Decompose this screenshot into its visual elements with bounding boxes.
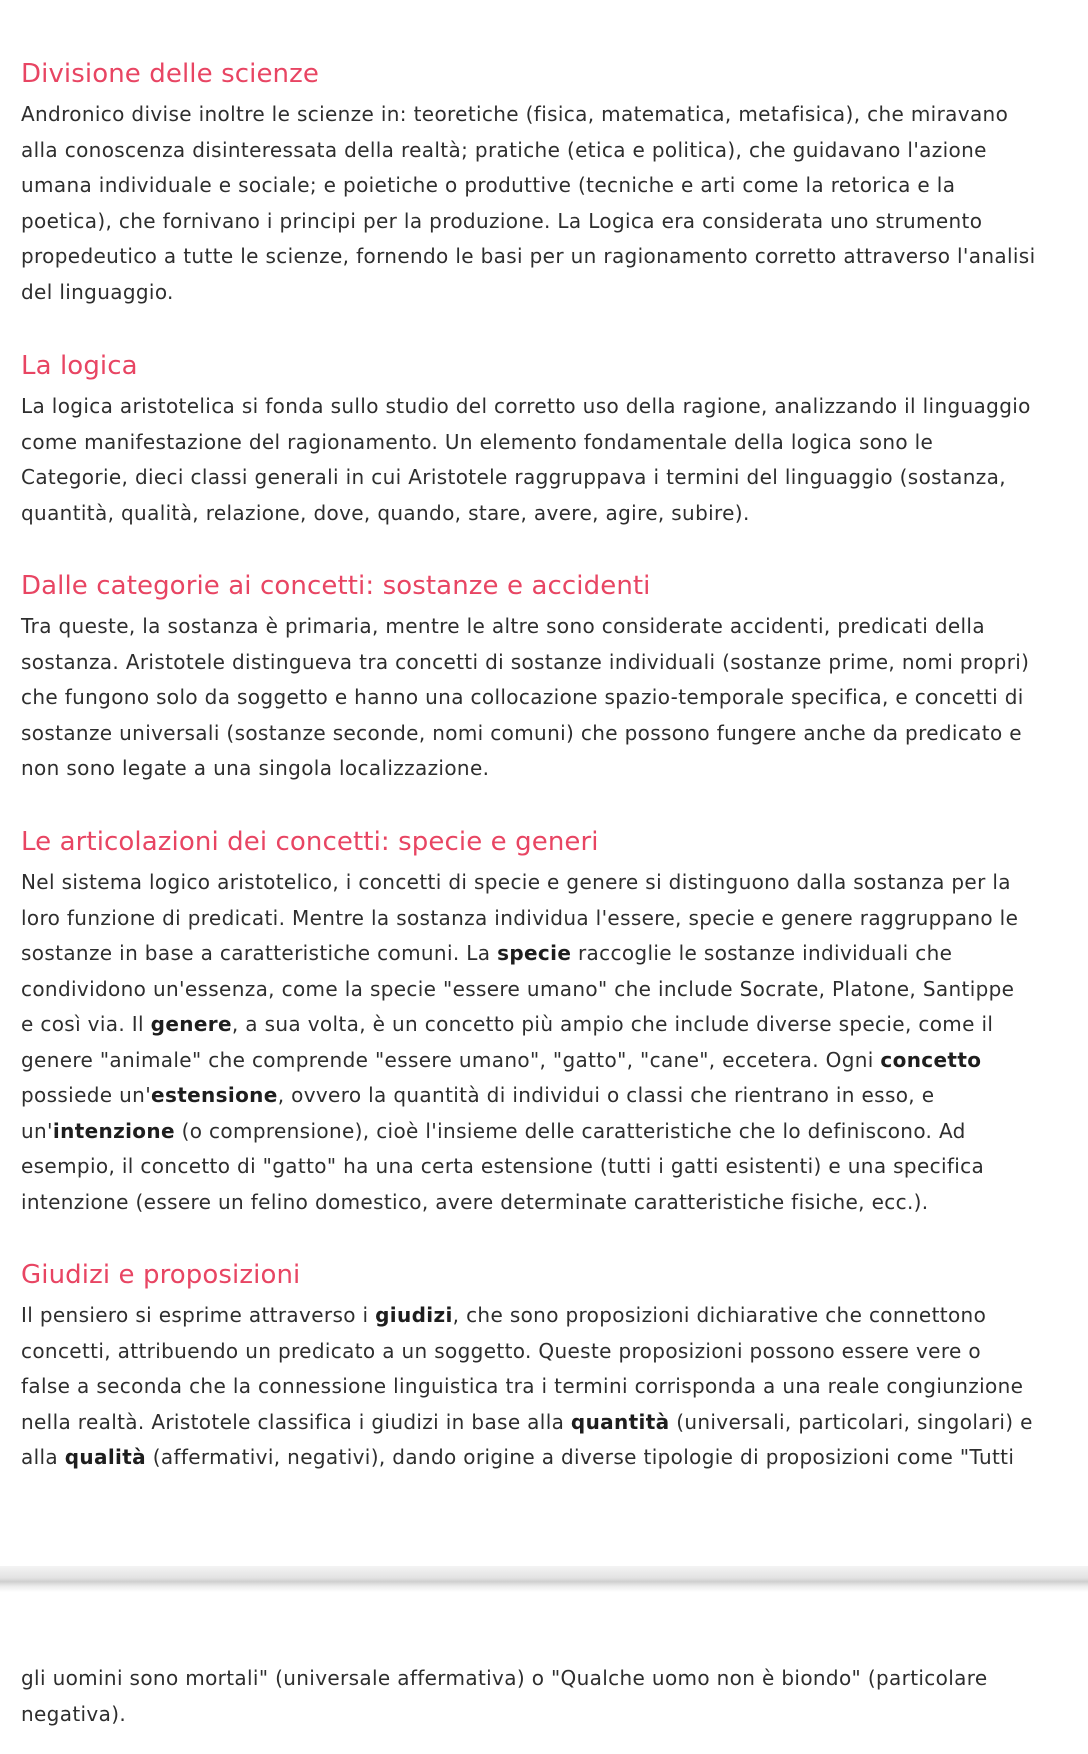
section-heading: Dalle categorie ai concetti: sostanze e accidenti	[21, 571, 651, 601]
section-categorie-concetti	[21, 569, 1085, 787]
bold-term: quantità	[570, 1409, 670, 1434]
paragraph-line: genere "animale" che comprende "essere umano", "gatto", "cane", eccetera. Ogni concetto	[21, 1047, 982, 1072]
section-paragraph	[21, 97, 1085, 310]
paragraph-line: Il pensiero si esprime attraverso i giudizi, che sono proposizioni dichiarative che connettono	[21, 1303, 987, 1327]
section-heading: Giudizi e proposizioni	[21, 1260, 301, 1290]
paragraph-line: gli uomini sono mortali" (universale affermativa) o "Qualche uomo non è biondo" (particolare	[21, 1666, 988, 1690]
paragraph-line: propedeutico a tutte le scienze, fornendo le basi per un ragionamento corretto attraverso l'analisi	[21, 244, 1036, 268]
paragraph-line: Categorie, dieci classi generali in cui Aristotele raggruppava i termini del linguaggio (sostanza,	[21, 465, 1006, 489]
paragraph-line: condividono un'essenza, come la specie "essere umano" che include Socrate, Platone, Santippe	[21, 976, 1015, 1001]
bold-term: concetto	[880, 1047, 982, 1072]
paragraph-line: non sono legate a una singola localizzazione.	[21, 756, 490, 780]
paragraph-line: quantità, qualità, relazione, dove, quando, stare, avere, agire, subire).	[21, 500, 750, 525]
section-la-logica	[21, 349, 1085, 531]
paragraph-line: negativa).	[21, 1701, 127, 1726]
section-continuation	[21, 1661, 1085, 1732]
paragraph-line: esempio, il concetto di "gatto" ha una certa estensione (tutti i gatti esistenti) e una specifica	[21, 1154, 985, 1178]
paragraph-line: concetti, attribuendo un predicato a un soggetto. Queste proposizioni possono essere vere o	[21, 1338, 981, 1363]
section-paragraph	[21, 1298, 1085, 1476]
paragraph-line: nella realtà. Aristotele classifica i giudizi in base alla quantità (universali, particolari, singolari) e	[21, 1409, 1033, 1434]
paragraph-line: del linguaggio.	[21, 279, 174, 304]
section-paragraph	[21, 865, 1085, 1220]
bold-term: qualità	[64, 1445, 147, 1469]
section-specie-generi	[21, 825, 1085, 1220]
paragraph-line: intenzione (essere un felino domestico, avere determinate caratteristiche fisiche, ecc.).	[21, 1189, 929, 1214]
paragraph-line: che fungono solo da soggetto e hanno una collocazione spazio-temporale specifica, e concetti di	[21, 685, 1024, 709]
section-paragraph	[21, 609, 1085, 787]
paragraph-line: Tra queste, la sostanza è primaria, mentre le altre sono considerate accidenti, predicati della	[21, 614, 985, 638]
section-divisione-scienze	[21, 57, 1085, 310]
paragraph-line: loro funzione di predicati. Mentre la sostanza individua l'essere, specie e genere raggruppano le	[21, 905, 1019, 930]
bold-term: specie	[497, 941, 572, 965]
paragraph-line: umana individuale e sociale; e poietiche o produttive (tecniche e arti come la retorica e la	[21, 173, 956, 197]
paragraph-line: sostanze in base a caratteristiche comuni. La specie raccoglie le sostanze individuali che	[21, 941, 953, 965]
paragraph-line: sostanza. Aristotele distingueva tra concetti di sostanze individuali (sostanze prime, nomi propri)	[21, 649, 1030, 674]
section-heading: La logica	[21, 351, 138, 381]
paragraph-line: poetica), che fornivano i principi per la produzione. La Logica era considerata uno strumento	[21, 208, 983, 233]
section-heading: Le articolazioni dei concetti: specie e generi	[21, 827, 599, 857]
paragraph-line: sostanze universali (sostanze seconde, nomi comuni) che possono fungere anche da predicato e	[21, 720, 1022, 745]
section-giudizi-proposizioni	[21, 1258, 1085, 1476]
paragraph-line: possiede un'estensione, ovvero la quantità di individui o classi che rientrano in esso, e	[21, 1083, 935, 1107]
section-heading: Divisione delle scienze	[21, 59, 319, 89]
bold-term: intenzione	[52, 1118, 175, 1143]
bold-term: genere	[150, 1012, 232, 1036]
section-paragraph	[21, 389, 1085, 531]
paragraph-line: La logica aristotelica si fonda sullo studio del corretto uso della ragione, analizzando il linguaggio	[21, 394, 1031, 418]
paragraph-line: Nel sistema logico aristotelico, i concetti di specie e genere si distinguono dalla sostanza per la	[21, 870, 1011, 894]
paragraph-line: e così via. Il genere, a sua volta, è un concetto più ampio che include diverse specie, come il	[21, 1012, 994, 1036]
continuation-paragraph	[21, 1661, 1085, 1732]
paragraph-line: come manifestazione del ragionamento. Un elemento fondamentale della logica sono le	[21, 429, 934, 454]
bold-term: estensione	[151, 1083, 278, 1107]
paragraph-line: un'intenzione (o comprensione), cioè l'insieme delle caratteristiche che lo definiscono. Ad	[21, 1118, 966, 1143]
bold-term: giudizi	[375, 1303, 453, 1327]
paragraph-line: false a seconda che la connessione linguistica tra i termini corrisponda a una reale congiunzione	[21, 1374, 1024, 1398]
paragraph-line: alla conoscenza disinteressata della realtà; pratiche (etica e politica), che guidavano l'azione	[21, 137, 987, 162]
paragraph-line: alla qualità (affermativi, negativi), dando origine a diverse tipologie di proposizioni come "Tutti	[21, 1445, 1015, 1469]
page-break-divider	[0, 1566, 1088, 1592]
paragraph-line: Andronico divise inoltre le scienze in: teoretiche (fisica, matematica, metafisica), che miravano	[21, 102, 1009, 126]
